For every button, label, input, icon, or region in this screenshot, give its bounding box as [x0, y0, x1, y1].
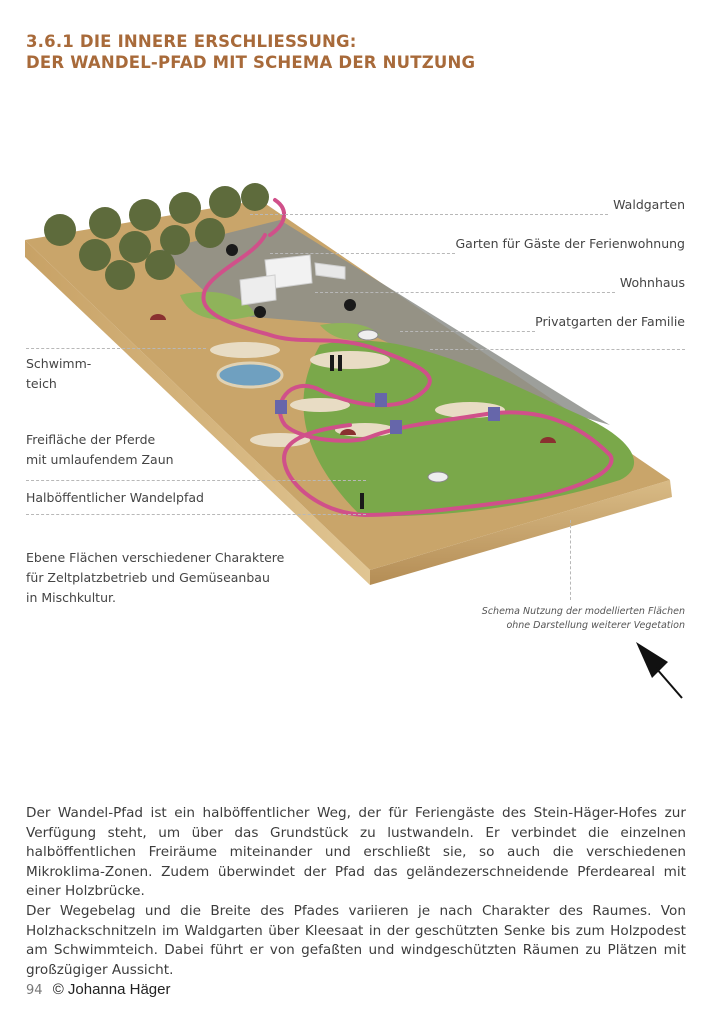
leader-line-vertical: [570, 520, 571, 600]
page-footer: [26, 981, 170, 998]
leader-line-gaestegarten: [270, 253, 455, 254]
label-gaestegarten: Garten für Gäste der Ferienwohnung: [455, 236, 685, 251]
leader-line-waldgarten: [250, 214, 608, 215]
label-waldgarten: Waldgarten: [613, 197, 685, 212]
paragraph-2: Der Wegebelag und die Breite des Pfades variieren je nach Charakter des Raumes. Von Holzhackschnitzeln im Waldgarten über Kleesaat in der geschützten Senke bis zum Holzpodest am Schwimmteich. Dabei führt er von gefaßten und windgeschützten Räumen zu Plätzen mit großzügiger Aussicht.: [26, 902, 686, 978]
label-line: in Mischkultur.: [26, 590, 116, 605]
label-wohnhaus: Wohnhaus: [619, 275, 685, 290]
label-line: teich: [26, 376, 57, 391]
label-line: mit umlaufendem Zaun: [26, 452, 174, 467]
label-line: Ebene Flächen verschiedener Charaktere: [26, 550, 285, 565]
label-line: Halböffentlicher Wandelpfad: [26, 490, 204, 505]
title-line-1: 3.6.1 DIE INNERE ERSCHLIESSUNG:: [26, 32, 357, 51]
caption-line: Schema Nutzung der modellierten Flächen: [481, 606, 685, 617]
label-line: für Zeltplatzbetrieb und Gemüseanbau: [26, 570, 270, 585]
paragraph-1: Der Wandel-Pfad ist ein halböffentlicher Weg, der für Feriengäste des Stein-Häger-Hofes zur Verfügung steht, um über das Grundstück zu lustwandeln. Er verbindet die einzelnen halböffentlichen Freiräume miteinander und erschließt sie, so auch die verschiedenen Mikroklima-Zonen. Zudem überwindet der Pfad das geländezerschneidende Pferdeareal mit einer Holzbrücke.: [26, 805, 686, 900]
leader-line-pferde: [26, 480, 366, 481]
label-ebene-flaechen: [26, 548, 284, 608]
leader-line-right-extension: [430, 349, 685, 350]
label-pferde: [26, 430, 174, 470]
copyright: © Johanna Häger: [52, 981, 171, 998]
label-wandelpfad: [26, 488, 204, 508]
label-line: Schwimm-: [26, 356, 92, 371]
label-schwimmteich: [26, 354, 91, 394]
leader-line-schwimmteich: [26, 348, 206, 349]
figure-caption: [482, 605, 685, 633]
terrace: [210, 342, 280, 358]
terrace: [310, 351, 390, 369]
page-title: [26, 31, 475, 73]
north-arrow-icon: [632, 640, 686, 702]
leader-line-privatgarten: [400, 331, 535, 332]
swimming-pond: [218, 363, 282, 387]
label-line: Freifläche der Pferde: [26, 432, 156, 447]
house: [240, 275, 276, 305]
caption-line: ohne Darstellung weiterer Vegetation: [506, 620, 685, 631]
body-text: [26, 804, 686, 980]
leader-line-wohnhaus: [315, 292, 615, 293]
page-number: 94: [26, 983, 43, 998]
leader-line-wandelpfad: [26, 514, 366, 515]
label-privatgarten: Privatgarten der Familie: [535, 314, 685, 329]
title-line-2: DER WANDEL-PFAD MIT SCHEMA DER NUTZUNG: [26, 53, 476, 72]
